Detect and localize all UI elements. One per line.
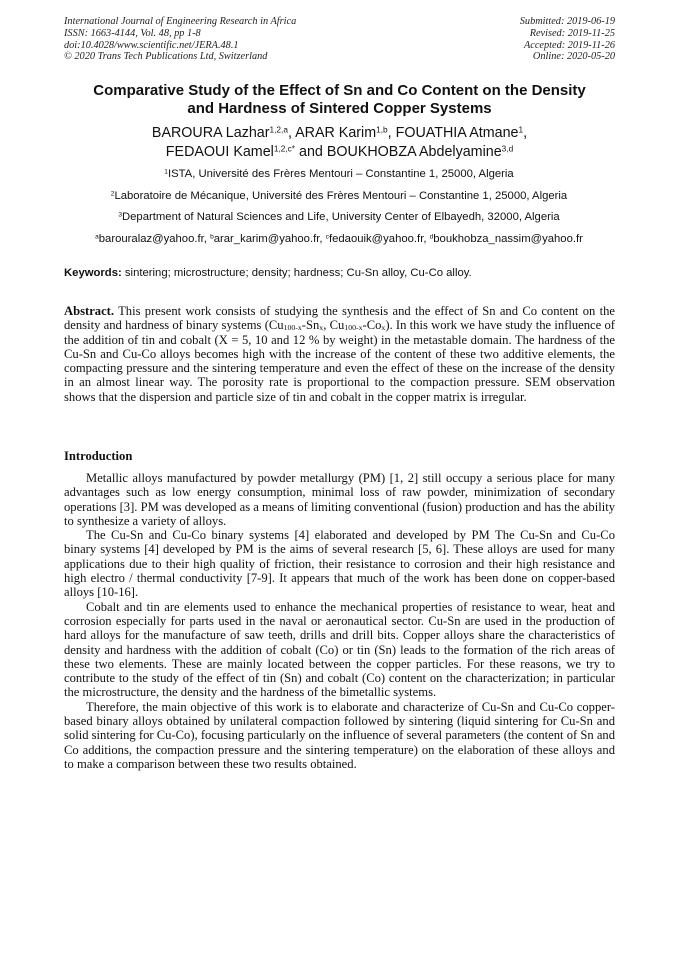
- abstract-text: -Sn: [301, 318, 320, 333]
- introduction-body: [64, 471, 615, 771]
- abstract: [64, 304, 615, 404]
- author-line-1: [64, 124, 615, 143]
- title-line-2: and Hardness of Sintered Copper Systems: [187, 100, 492, 117]
- intro-paragraph-2: The Cu-Sn and Cu-Co binary systems [4] elaborated and developed by PM The Cu-Sn and Cu-Co binary systems [4] developed by PM is the aims of several research [5, 6]. These alloys are used for many applications due to their high quality of friction, their resistance to corrosion and their high resistance and high electro / thermal conductivity [7-9]. It appears that much of the work has been done on copper-based alloys [10-16].: [64, 528, 615, 600]
- email-address: barouralaz@yahoo.fr,: [98, 233, 211, 245]
- introduction-heading: Introduction: [64, 449, 133, 463]
- author-name: FEDAOUI Kamel: [165, 144, 274, 160]
- affiliation-2: [40, 189, 638, 203]
- author-affiliation-marker: 1: [518, 124, 524, 135]
- author-separator: and: [295, 144, 327, 160]
- author-name: FOUATHIA Atmane: [395, 125, 519, 141]
- publication-dates: [520, 16, 615, 63]
- abstract-subscript: 100-x: [344, 323, 363, 333]
- author-affiliation-marker: 1,2,c*: [273, 143, 296, 154]
- affiliation-3: [40, 210, 638, 224]
- affiliation-marker: 2: [110, 190, 115, 198]
- affiliation-marker: 1: [164, 168, 168, 176]
- author-name: BAROURA Lazhar: [151, 125, 270, 141]
- affiliation-marker: 3: [118, 211, 122, 219]
- email-address: arar_karim@yahoo.fr,: [213, 233, 326, 245]
- intro-paragraph-4: Therefore, the main objective of this work is to elaborate and characterize of Cu-Sn and Cu-Co copper-based binary alloys obtained by unilateral compaction followed by sintering (liquid sintering for Cu-Sn and solid sintering for Cu-Co), focusing particularly on the influence of several parameters (the content of Sn and Co additions, the compaction pressure and the sintering temperature) on the elaboration of these alloys and to make a comparison between these two results obtained.: [64, 699, 615, 771]
- journal-issn: ISSN: 1663-4144, Vol. 48, pp 1-8: [64, 27, 201, 39]
- intro-paragraph-3: Cobalt and tin are elements used to enhance the mechanical properties of resistance to wear, heat and corrosion especially for parts used in the naval or aeronautical sector. Cu-Sn are used in the production of hard alloys for the manufacture of saw teeth, drills and drill bits. Copper alloys share the characteristics of density and hardness with the addition of cobalt (Co) or tin (Sn) leads to the formation of the rich areas of these two elements. These are mainly located between the copper particles. For these reasons, we try to contribute to the study of the effect of tin (Sn) and cobalt (Co) content on the characterization; in particular the microstructure, the density and the hardness of the bimetallic systems.: [64, 599, 615, 700]
- affiliation-text: ISTA, Université des Frères Mentouri – Constantine 1, 25000, Algeria: [167, 168, 514, 180]
- author-line-2: [64, 143, 615, 162]
- author-emails: [40, 232, 638, 246]
- email-marker: b: [210, 233, 214, 241]
- author-separator: ,: [287, 125, 296, 141]
- journal-info: [64, 16, 296, 63]
- author-name: BOUKHOBZA Abdelyamine: [326, 144, 502, 160]
- date-accepted: Accepted: 2019-11-26: [523, 39, 615, 51]
- journal-doi: doi:10.4028/www.scientific.net/JERA.48.1: [64, 39, 239, 51]
- email-marker: c: [325, 233, 329, 241]
- abstract-text: , Cu: [323, 318, 345, 333]
- abstract-text: This present work consists of studying the synthesis and the effect of Sn and Co content on the density and hardness of binary systems (Cu: [64, 304, 615, 333]
- intro-paragraph-1: Metallic alloys manufactured by powder metallurgy (PM) [1, 2] still occupy a serious place for many advantages such as low energy consumption, minimal loss of raw powder, minimization of secondary operations [3]. PM was developed as a means of limiting conventional (fusion) production and has the ability to synthesize a variety of alloys.: [64, 471, 615, 528]
- date-submitted: Submitted: 2019-06-19: [519, 16, 615, 27]
- email-address: boukhobza_nassim@yahoo.fr: [433, 233, 583, 245]
- email-marker: a: [95, 233, 99, 241]
- abstract-subscript: 100-x: [283, 323, 302, 333]
- affiliation-1: [40, 167, 638, 181]
- affiliation-text: Laboratoire de Mécanique, Université des Frères Mentouri – Constantine 1, 25000, Algeria: [114, 190, 568, 202]
- abstract-subscript: x: [381, 323, 386, 333]
- author-affiliation-marker: 3,d: [501, 143, 514, 154]
- author-affiliation-marker: 1,2,a: [269, 124, 288, 135]
- abstract-label: Abstract.: [64, 304, 115, 318]
- email-marker: d: [429, 233, 434, 241]
- email-address: fedaouik@yahoo.fr,: [328, 233, 430, 245]
- keywords: [64, 266, 615, 280]
- author-list: [64, 124, 615, 162]
- affiliation-text: Department of Natural Sciences and Life, University Center of Elbayedh, 32000, Algeria: [121, 211, 560, 223]
- paper-title: [64, 82, 615, 118]
- journal-copyright: © 2020 Trans Tech Publications Ltd, Switzerland: [64, 51, 268, 63]
- keywords-label: Keywords:: [64, 267, 122, 279]
- date-online: Online: 2020-05-20: [532, 51, 615, 63]
- author-separator: ,: [387, 125, 396, 141]
- keywords-text: sintering; microstructure; density; hardness; Cu-Sn alloy, Cu-Co alloy.: [121, 267, 472, 279]
- abstract-text: ). In this work we have study the influence of the addition of tin and cobalt (X = 5, 10 and 12 % by weight) in the metastable domain. The hardness of the Cu-Sn and Cu-Co alloys becomes high with the increase of the content of these two additive elements, the compacting pressure and the sintering temperature and even the effect of these on the increase of the density in an almost linear way. The porosity rate is proportional to the compaction pressure. SEM observation shows that the dispersion and particle size of tin and cobalt in the copper matrix is irregular.: [64, 318, 615, 404]
- abstract-text: -Co: [362, 318, 382, 333]
- author-name: ARAR Karim: [295, 125, 377, 141]
- author-separator: ,: [523, 125, 528, 141]
- journal-name: International Journal of Engineering Research in Africa: [64, 16, 297, 27]
- title-line-1: Comparative Study of the Effect of Sn and Co Content on the Density: [93, 82, 586, 99]
- date-revised: Revised: 2019-11-25: [529, 27, 615, 39]
- abstract-subscript: x: [319, 323, 324, 333]
- author-affiliation-marker: 1,b: [376, 124, 388, 135]
